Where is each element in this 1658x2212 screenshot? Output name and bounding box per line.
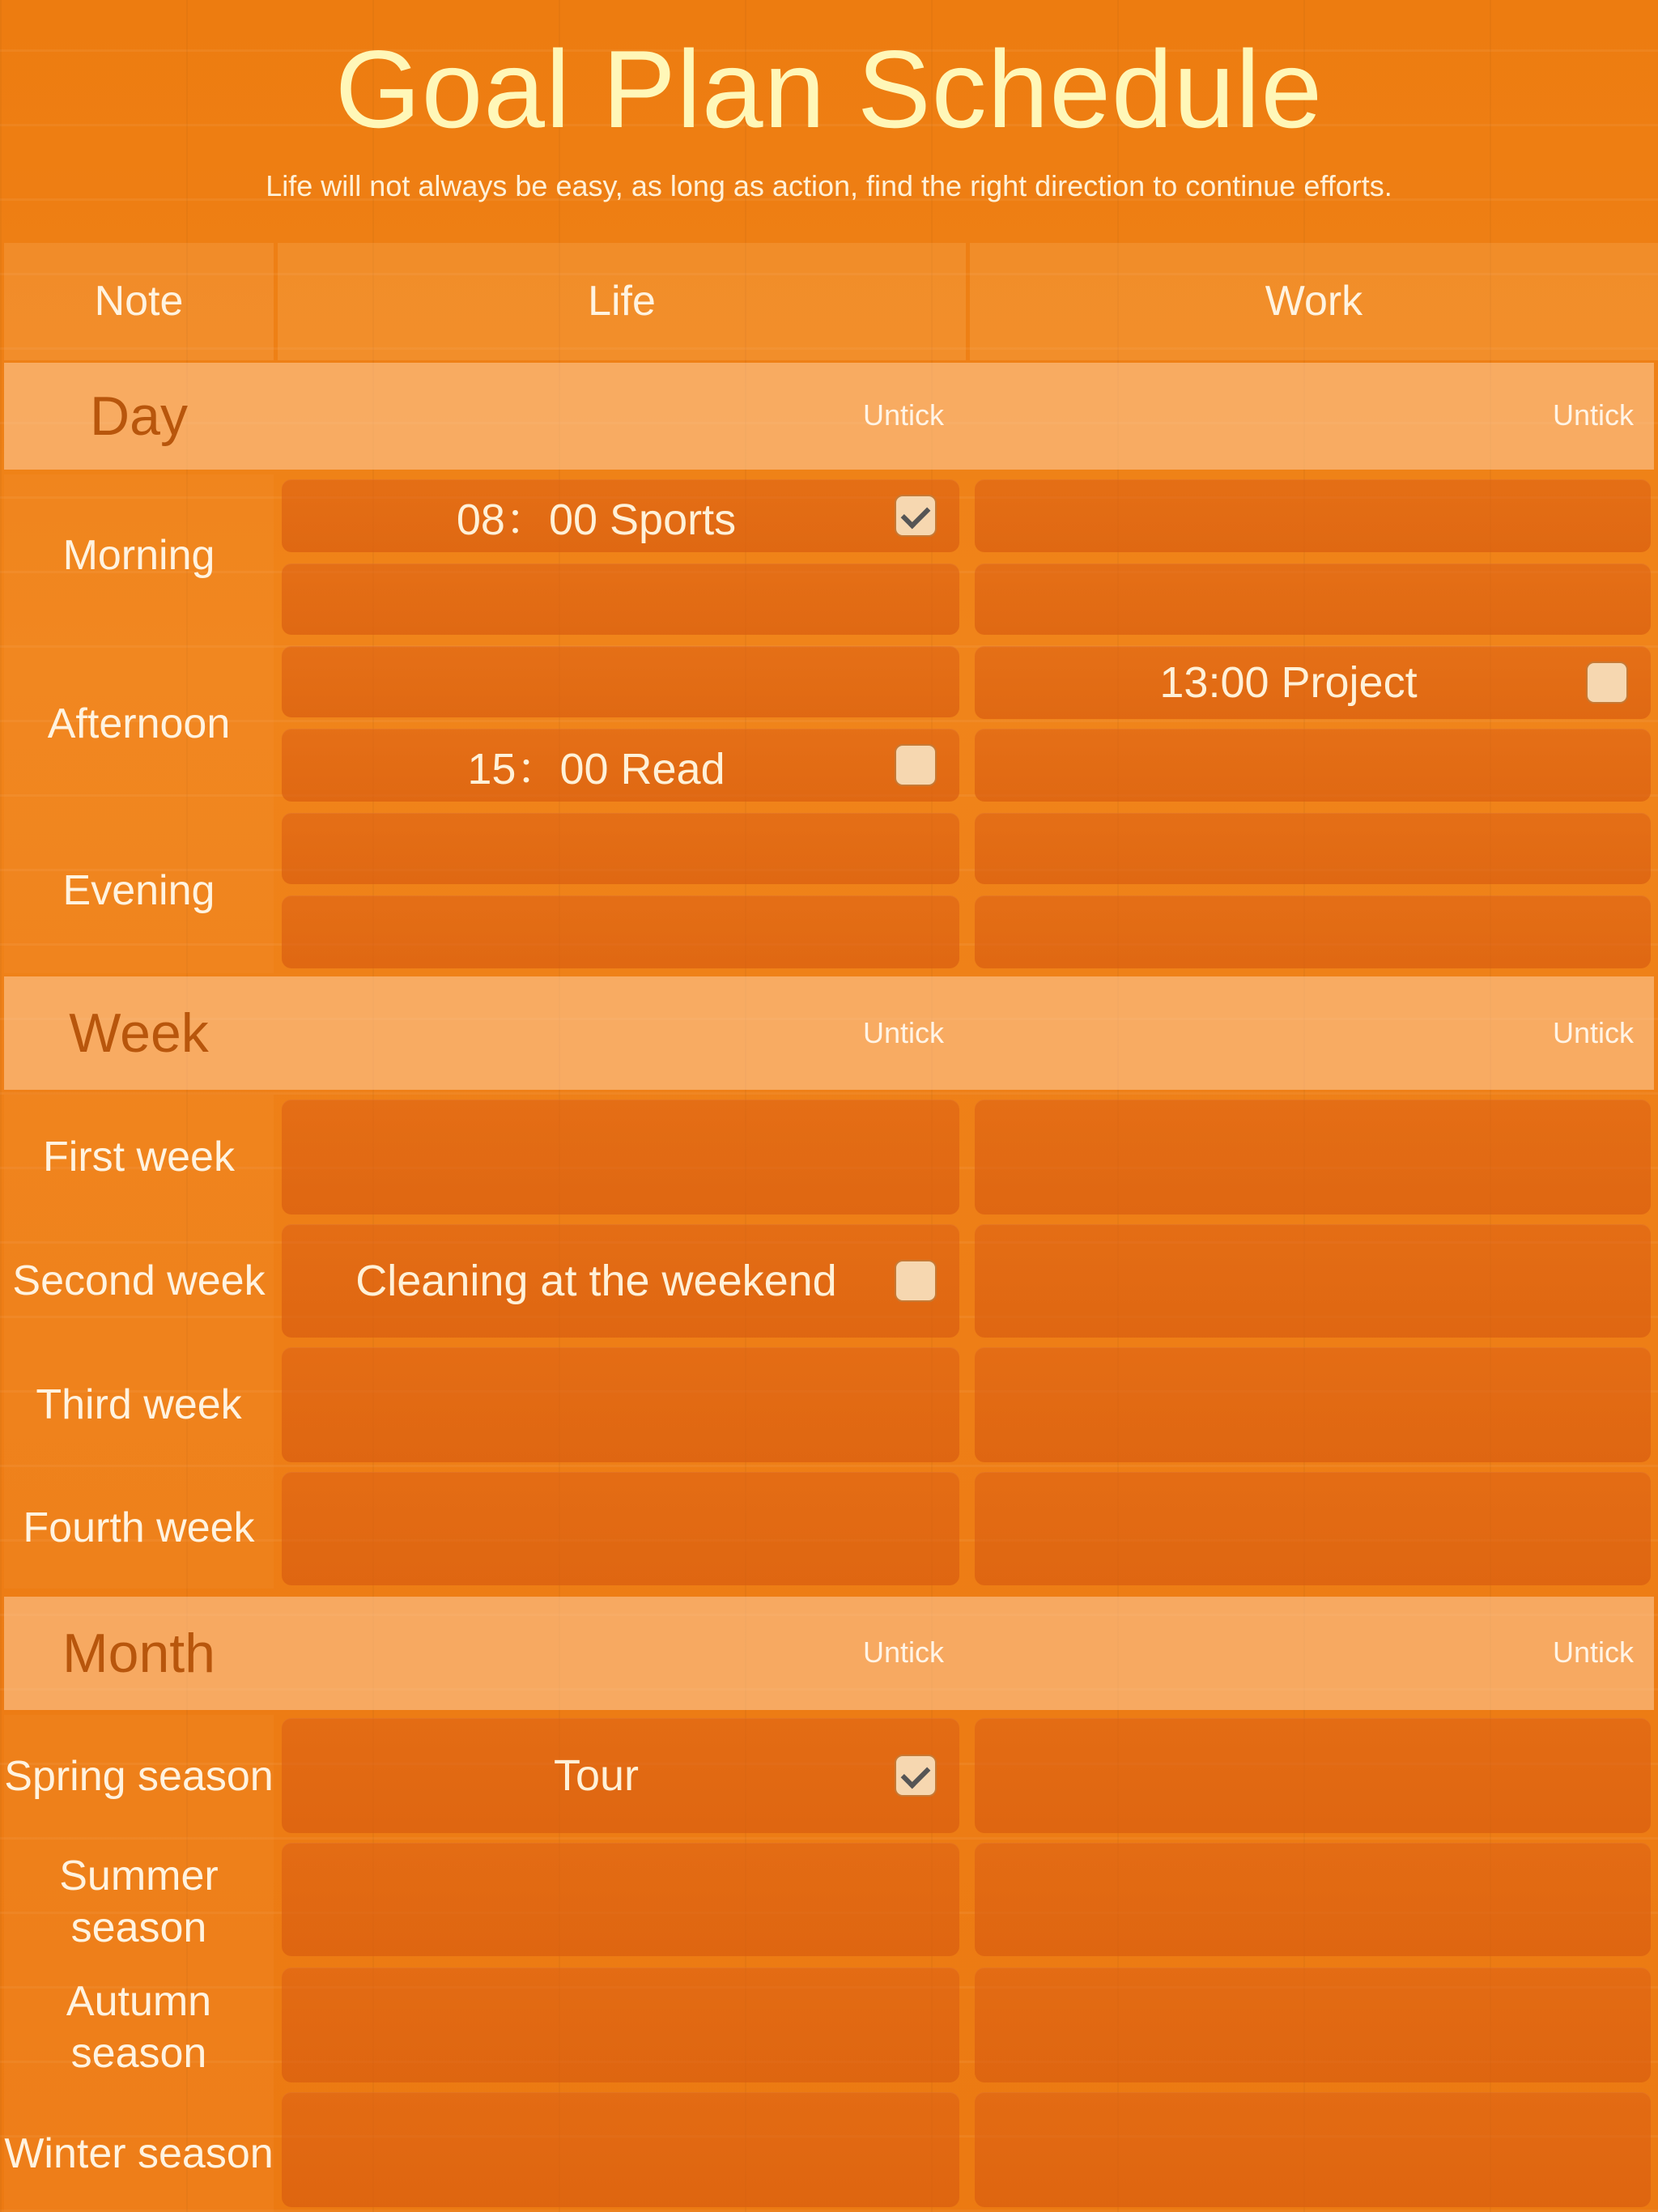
work-morning-slot-1[interactable] <box>975 479 1651 552</box>
task-checkbox[interactable] <box>895 1260 937 1302</box>
work-third-week[interactable] <box>975 1347 1651 1462</box>
life-autumn[interactable] <box>282 1967 959 2082</box>
work-first-week[interactable] <box>975 1100 1651 1214</box>
work-evening-slot-1[interactable] <box>975 813 1651 884</box>
life-first-week[interactable] <box>282 1100 959 1214</box>
section-title-day: Day <box>90 385 188 447</box>
untick-day-work-button[interactable]: Untick <box>1552 398 1634 432</box>
task-text: Tour <box>553 1751 640 1800</box>
column-header-life: Life <box>278 243 966 360</box>
row-label-morning: Morning <box>62 532 215 579</box>
row-label-fourth-week: Fourth week <box>23 1504 255 1551</box>
life-winter[interactable] <box>282 2092 959 2207</box>
task-text: Cleaning at the weekend <box>355 1257 837 1305</box>
untick-day-life-button[interactable]: Untick <box>862 398 944 432</box>
row-label-autumn: Autumn season <box>66 1978 212 2077</box>
row-label-afternoon: Afternoon <box>47 700 231 747</box>
life-afternoon-slot-2[interactable] <box>282 729 959 802</box>
page-subtitle: Life will not always be easy, as long as action, find the right direction to continue efforts. <box>266 169 1392 202</box>
life-evening-slot-2[interactable] <box>282 895 959 968</box>
row-label-first-week: First week <box>43 1134 235 1180</box>
page-title: Goal Plan Schedule <box>334 28 1324 151</box>
life-summer[interactable] <box>282 1843 959 1956</box>
work-morning-slot-2[interactable] <box>975 564 1651 635</box>
row-label-winter: Winter season <box>4 2130 274 2177</box>
life-morning-slot-1[interactable] <box>282 479 959 552</box>
task-checkbox[interactable] <box>895 1755 937 1797</box>
work-second-week[interactable] <box>975 1224 1651 1338</box>
task-checkbox[interactable] <box>895 495 937 537</box>
untick-month-life-button[interactable]: Untick <box>862 1636 944 1669</box>
task-text: 15：00 Read <box>467 744 725 793</box>
life-morning-slot-2[interactable] <box>282 564 959 635</box>
life-fourth-week[interactable] <box>282 1472 959 1585</box>
section-title-month: Month <box>62 1623 215 1684</box>
task-text: 08：00 Sports <box>456 495 737 544</box>
untick-month-work-button[interactable]: Untick <box>1552 1636 1634 1669</box>
life-evening-slot-1[interactable] <box>282 813 959 884</box>
work-winter[interactable] <box>975 2092 1651 2207</box>
work-evening-slot-2[interactable] <box>975 895 1651 968</box>
life-second-week[interactable] <box>282 1224 959 1338</box>
untick-week-work-button[interactable]: Untick <box>1552 1016 1634 1049</box>
row-label-second-week: Second week <box>12 1257 266 1304</box>
column-header-note: Note <box>4 243 274 360</box>
work-autumn[interactable] <box>975 1967 1651 2082</box>
work-afternoon-slot-1[interactable] <box>975 646 1651 719</box>
task-checkbox[interactable] <box>1586 661 1628 704</box>
life-third-week[interactable] <box>282 1347 959 1462</box>
row-label-third-week: Third week <box>36 1381 242 1428</box>
task-text: 13:00 Project <box>1159 658 1418 707</box>
work-summer[interactable] <box>975 1843 1651 1956</box>
life-spring[interactable] <box>282 1718 959 1833</box>
task-checkbox[interactable] <box>895 744 937 786</box>
work-spring[interactable] <box>975 1718 1651 1833</box>
life-afternoon-slot-1[interactable] <box>282 646 959 717</box>
column-header-work: Work <box>970 243 1658 360</box>
row-label-summer: Summer season <box>59 1853 219 1951</box>
row-label-evening: Evening <box>62 867 215 914</box>
work-fourth-week[interactable] <box>975 1472 1651 1585</box>
row-label-spring: Spring season <box>4 1753 274 1800</box>
untick-week-life-button[interactable]: Untick <box>862 1016 944 1049</box>
work-afternoon-slot-2[interactable] <box>975 729 1651 802</box>
section-title-week: Week <box>69 1002 209 1064</box>
